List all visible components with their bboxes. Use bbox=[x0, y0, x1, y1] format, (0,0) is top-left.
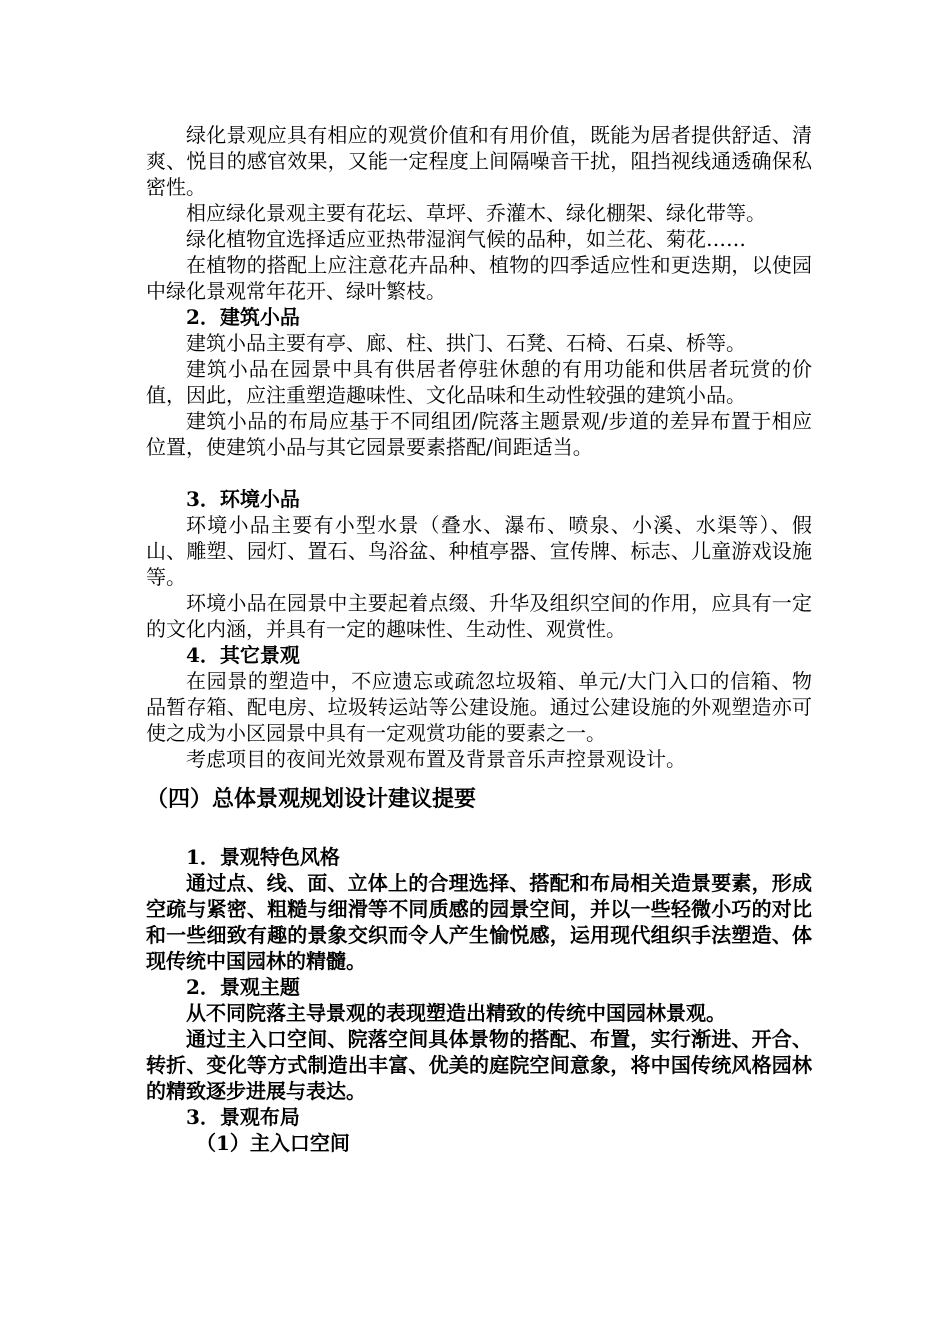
heading-landscape-theme: 2．景观主题 bbox=[186, 975, 300, 999]
paragraph-architecture-layout: 建筑小品的布局应基于不同组团/院落主题景观/步道的差异布置于相应位置，使建筑小品与其它园景要素搭配/间距适当。 bbox=[146, 409, 812, 459]
paragraph-greening-value: 绿化景观应具有相应的观赏价值和有用价值，既能为居者提供舒适、清爽、悦目的感官效果，又能一定程度上间隔噪音干扰，阻挡视线通透确保私密性。 bbox=[146, 123, 812, 199]
spacer bbox=[146, 460, 812, 486]
subheading-main-entrance: （1）主入口空间 bbox=[196, 1131, 350, 1155]
paragraph-public-facilities: 在园景的塑造中，不应遗忘或疏忽垃圾箱、单元/大门入口的信箱、物品暂存箱、配电房、垃圾转运站等公建设施。通过公建设施的外观塑造亦可使之成为小区园景中具有一定观赏功能的要素之一。 bbox=[146, 669, 812, 745]
paragraph-landscape-style: 通过点、线、面、立体上的合理选择、搭配和布局相关造景要素，形成空疏与紧密、粗糙与细滑等不同质感的园景空间，并以一些轻微小巧的对比和一些细致有趣的景象交织而令人产生愉悦感，运用现代组织手法塑造、体现传统中国园林的精髓。 bbox=[146, 871, 812, 973]
paragraph-landscape-theme-1: 从不同院落主导景观的表现塑造出精致的传统中国园林景观。 bbox=[186, 1001, 726, 1025]
document-body bbox=[146, 122, 812, 1156]
paragraph-landscape-theme-2: 通过主入口空间、院落空间具体景物的搭配、布置，实行渐进、开合、转折、变化等方式制造出丰富、优美的庭院空间意象，将中国传统风格园林的精致逐步进展与表达。 bbox=[146, 1027, 812, 1103]
paragraph-architecture-function: 建筑小品在园景中具有供居者停驻休憩的有用功能和供居者玩赏的价值，因此，应注重塑造趣味性、文化品味和生动性较强的建筑小品。 bbox=[146, 357, 812, 407]
heading-architecture-features: 2．建筑小品 bbox=[186, 305, 300, 329]
spacer bbox=[146, 814, 812, 844]
paragraph-environment-role: 环境小品在园景中主要起着点缀、升华及组织空间的作用，应具有一定的文化内涵，并具有一定的趣味性、生动性、观赏性。 bbox=[146, 591, 812, 641]
heading-environment-features: 3．环境小品 bbox=[186, 487, 300, 511]
heading-landscape-style: 1．景观特色风格 bbox=[186, 845, 340, 869]
paragraph-plant-selection: 绿化植物宜选择适应亚热带湿润气候的品种，如兰花、菊花…… bbox=[186, 227, 746, 251]
paragraph-night-lighting: 考虑项目的夜间光效景观布置及背景音乐声控景观设计。 bbox=[186, 747, 686, 771]
paragraph-environment-types: 环境小品主要有小型水景（叠水、瀑布、喷泉、小溪、水渠等）、假山、雕塑、园灯、置石、鸟浴盆、种植亭器、宣传牌、标志、儿童游戏设施等。 bbox=[146, 513, 812, 589]
paragraph-greening-types: 相应绿化景观主要有花坛、草坪、乔灌木、绿化棚架、绿化带等。 bbox=[186, 201, 766, 225]
heading-other-landscape: 4．其它景观 bbox=[186, 643, 300, 667]
section-title-overall-planning: （四）总体景观规划设计建议提要 bbox=[146, 786, 477, 812]
paragraph-architecture-types: 建筑小品主要有亭、廊、柱、拱门、石凳、石椅、石桌、桥等。 bbox=[186, 331, 746, 355]
heading-landscape-layout: 3．景观布局 bbox=[186, 1105, 300, 1129]
paragraph-plant-matching: 在植物的搭配上应注意花卉品种、植物的四季适应性和更迭期，以使园中绿化景观常年花开、绿叶繁枝。 bbox=[146, 253, 812, 303]
